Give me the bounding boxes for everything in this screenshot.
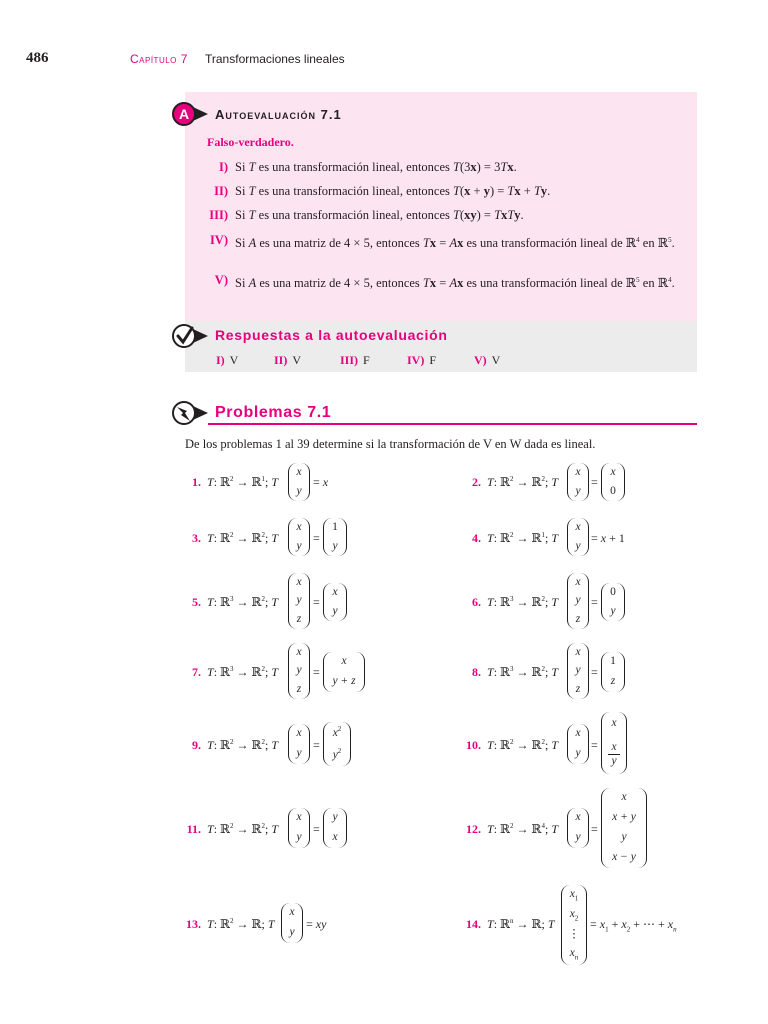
lightning-icon xyxy=(172,400,208,426)
item-label: V) xyxy=(214,273,228,287)
item-label: IV) xyxy=(209,233,228,247)
problems-title: Problemas 7.1 xyxy=(215,404,332,421)
item-label: III) xyxy=(209,208,228,222)
self-eval-title: Autoevaluación 7.1 xyxy=(215,107,342,122)
item-label: I) xyxy=(218,160,228,174)
self-eval-subtitle: Falso-verdadero. xyxy=(207,135,294,149)
chapter-label: Capítulo 7 xyxy=(130,52,188,66)
self-eval-icon xyxy=(172,101,208,127)
problems-intro: De los problemas 1 al 39 determine si la transformación de V en W dada es lineal. xyxy=(185,437,596,451)
answer-item: III) F xyxy=(340,353,370,367)
answer-item: I) V xyxy=(216,353,239,367)
page-number: 486 xyxy=(26,50,49,66)
answer-item: V) V xyxy=(474,353,501,367)
answer-item: II) V xyxy=(274,353,302,367)
checkmark-icon xyxy=(172,323,208,349)
problems-rule xyxy=(208,423,697,425)
answers-title: Respuestas a la autoevaluación xyxy=(215,327,448,343)
item-label: II) xyxy=(214,184,228,198)
answer-item: IV) F xyxy=(407,353,437,367)
svg-text:A: A xyxy=(178,106,190,122)
chapter-title: Transformaciones lineales xyxy=(205,52,345,66)
